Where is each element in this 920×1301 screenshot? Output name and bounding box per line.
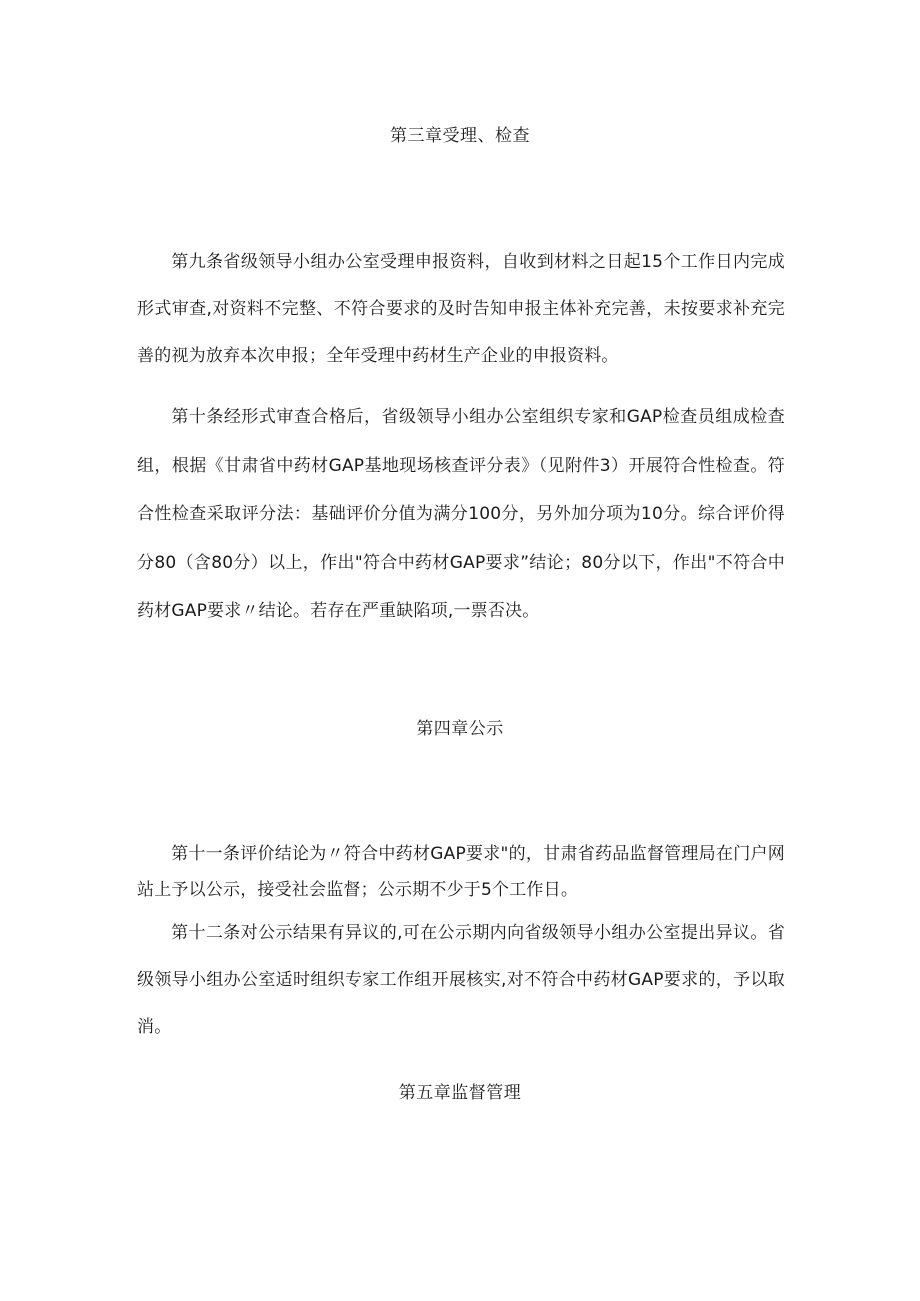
article-9-text: 第九条省级领导小组办公室受理申报资料，自收到材料之日起15个工作日内完成形式审查,对资料不完整、不符合要求的及时告知申报主体补充完善，未按要求补充完善的视为放弃本次申报；全年受理中药材生产企业的申报资料。 bbox=[137, 252, 785, 366]
article-10-text: 第十条经形式审查合格后，省级领导小组办公室组织专家和GAP检查员组成检查组，根据《甘肃省中药材GAP基地现场核查评分表》（见附件3）开展符合性检查。符合性检查采取评分法：基础评价分值为满分100分，另外加分项为10分。综合评价得分80（含80分）以上，作出"符合中药材GAP要求”结论；80分以下，作出"不符合中药材GAP要求〃结论。若存在严重缺陷项,一票否决。 bbox=[137, 407, 785, 621]
article-10-paragraph bbox=[137, 393, 785, 636]
chapter-3-title: 第三章受理、检查 bbox=[390, 126, 530, 146]
article-11-text: 第十一条评价结论为〃符合中药材GAP要求"的，甘肃省药品监督管理局在门户网站上予以公示，接受社会监督；公示期不少于5个工作日。 bbox=[137, 844, 785, 900]
chapter-5-title: 第五章监督管理 bbox=[398, 1083, 522, 1103]
article-9-paragraph bbox=[137, 239, 785, 380]
article-11-paragraph bbox=[137, 836, 785, 908]
chapter-4-title: 第四章公示 bbox=[416, 719, 504, 739]
article-12-text: 第十二条对公示结果有异议的,可在公示期内向省级领导小组办公室提出异议。省级领导小组办公室适时组织专家工作组开展核实,对不符合中药材GAP要求的，予以取消。 bbox=[137, 923, 785, 1037]
article-12-paragraph bbox=[137, 910, 785, 1051]
